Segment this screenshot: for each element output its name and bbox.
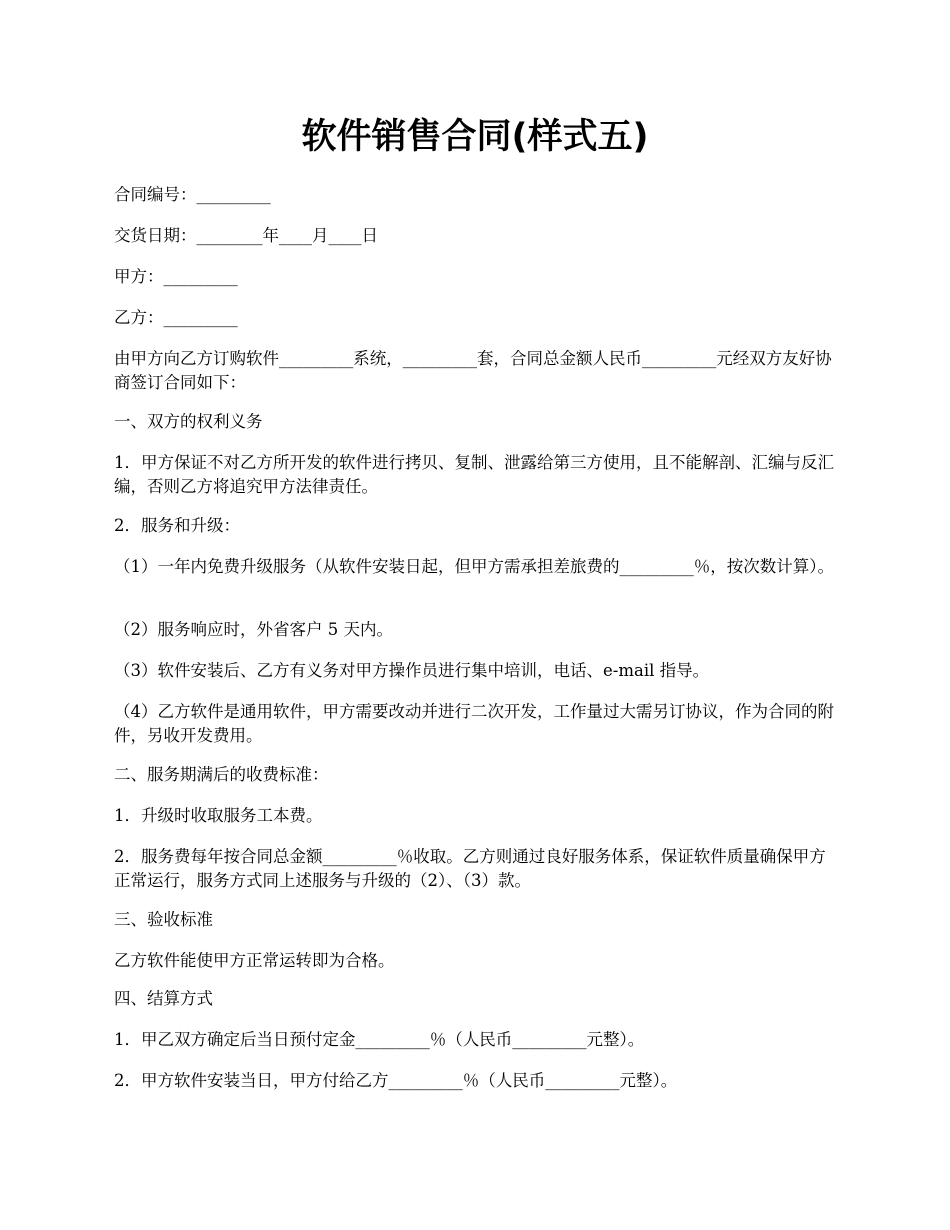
preamble-paragraph: 由甲方向乙方订购软件_________系统，_________套，合同总金额人民币_________元经双方友好协商签订合同如下： (114, 349, 832, 392)
clause-paragraph: （2）服务响应时，外省客户 5 天内。 (114, 620, 393, 639)
clause-paragraph: （4）乙方软件是通用软件，甲方需要改动并进行二次开发，工作量过大需另订协议，作为合同的附件，另收开发费用。 (114, 702, 834, 745)
section-heading-rights: 一、双方的权利义务 (114, 412, 263, 431)
clause-paragraph: 乙方软件能使甲方正常运转即为合格。 (114, 951, 395, 970)
clause-paragraph: 2．服务费每年按合同总金额_________％收取。乙方则通过良好服务体系，保证软件质量确保甲方正常运行，服务方式同上述服务与升级的（2）、（3）款。 (114, 847, 826, 890)
clause-paragraph: （3）软件安装后、乙方有义务对甲方操作员进行集中培训，电话、e-mail 指导。 (114, 661, 710, 680)
delivery-date-line: 交货日期：________年____月____日 (114, 226, 378, 245)
section-heading-acceptance: 三、验收标准 (114, 910, 213, 929)
clause-paragraph: （1）一年内免费升级服务（从软件安装日起，但甲方需承担差旅费的_________％，按次数计算）。 (114, 557, 834, 576)
contract-number-line: 合同编号：_________ (114, 185, 271, 204)
party-a-line: 甲方：_________ (114, 267, 238, 286)
clause-paragraph: 1．甲方保证不对乙方所开发的软件进行拷贝、复制、泄露给第三方使用，且不能解剖、汇编与反汇编，否则乙方将追究甲方法律责任。 (114, 453, 834, 496)
clause-paragraph: 1．升级时收取服务工本费。 (114, 806, 323, 825)
party-b-line: 乙方：_________ (114, 308, 238, 327)
section-heading-settlement: 四、结算方式 (114, 989, 213, 1008)
clause-paragraph: 2．甲方软件安装当日，甲方付给乙方_________％（人民币_________元整）。 (114, 1071, 678, 1090)
section-heading-fees: 二、服务期满后的收费标准： (114, 765, 329, 784)
clause-paragraph: 2．服务和升级： (114, 516, 240, 535)
document-title: 软件销售合同(样式五) (301, 117, 649, 157)
clause-paragraph: 1．甲乙双方确定后当日预付定金_________％（人民币_________元整）。 (114, 1030, 645, 1049)
